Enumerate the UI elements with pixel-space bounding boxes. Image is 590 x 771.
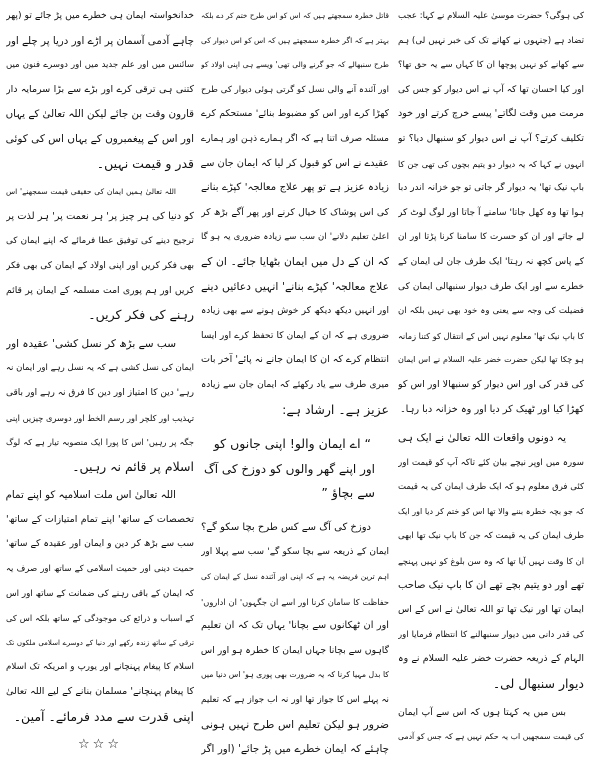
text-line: چاہئے کہ ایمان خطرے میں پڑ جائے' (اور اگر xyxy=(201,743,389,756)
text-line: کا باپ نیک تھا' معلوم نہیں اس کے انتقال کو کتنا زمانہ xyxy=(398,330,584,341)
text-line: سے کھانے کو نہیں پوچھا ان کا کہاں سے یہ حق تھا؟ xyxy=(398,60,584,71)
text-line: کھڑا کیا اور ٹھیک کر دیا اور وہ خزانہ دبا رہا۔ xyxy=(399,403,584,415)
text-line: بہتر ہے کہ اگر خطرہ سمجھتے ہیں کہ اس کو اس دیوار کی xyxy=(201,35,389,45)
text-line: انتظام کرے کہ ان کا ایمان جانے نہ پائے' آخر بات xyxy=(201,354,389,366)
text-line: رہے' دین کا امتیاز اور دین کا فرق نہ رہے اور باقی xyxy=(6,387,194,398)
text-column-1 xyxy=(398,4,584,750)
end-star-ornament: ☆☆☆ xyxy=(78,737,122,753)
text-line: زیادہ عزیز ہے تو پھر علاج معالجہ' کپڑے بنانے xyxy=(201,182,389,194)
paragraph xyxy=(398,701,584,750)
text-line: دیوار سنبھال لی۔ xyxy=(492,676,584,692)
paragraph xyxy=(398,4,584,422)
text-line: جگہ پر رہیں' اس کا پورا ایک منصوبہ تیار ہے کہ لوگ xyxy=(6,437,194,448)
verse-line: “ اے ایمان والو! اپنی جانوں کو xyxy=(213,436,371,452)
text-line: اور کیا احسان تھا کہ آپ نے اس دیوار کو جس کی xyxy=(398,84,584,95)
text-line: طرح سنبھالے کہ جو گرنے والی تھی' ویسے ہی اپنی اولاد کو xyxy=(201,60,389,70)
text-line: مسئلہ صرف اتنا ہے کہ اگر ہمارے ذہن اور ہمارے xyxy=(201,133,389,144)
text-line: بھی فکر کریں اور اپنی اولاد کے ایمان کی بھی فکر xyxy=(6,260,194,271)
text-line: سورہ میں اوپر نیچے بیان کئے تاکہ آپ کو قیمت اور xyxy=(398,457,584,468)
verse-line: اور اپنے گھر والوں کو دوزخ کی آگ xyxy=(204,461,375,476)
text-line: حمیت دینی اور حمیت اسلامی کے ساتھ اور صرف یہ xyxy=(6,564,194,575)
text-line: کہ ان کے دل میں ایمان بٹھایا جائے۔ ان کے xyxy=(201,254,389,268)
text-line: عقیدے نے اس کو قبول کر لیا کہ ایمان جان سے xyxy=(201,157,389,169)
text-line: لے جاتے اور ان کو حسرت کا سامنا کرنا پڑتا اور ان xyxy=(398,232,584,243)
text-line: سائنس میں اور علم جدید میں اور دوسرے فنون میں xyxy=(6,60,194,71)
paragraph xyxy=(201,4,389,422)
text-line: کریں اور ہم پوری امت مسلمہ کے ایمان پر قائم xyxy=(6,284,194,296)
text-line: اور انہیں دیکھ دیکھ کر خوش ہونے سے بھی زیادہ xyxy=(201,306,389,317)
text-line: اہم ترین فریضہ یہ ہے کہ اپنی اور آئندہ نسل کے ایمان کی xyxy=(201,572,389,582)
text-line: سب سے بڑھ کر نسل کشی' عقیدہ اور xyxy=(6,337,176,350)
text-line: الہام کے ذریعہ حضرت خضر علیہ السلام نے وہ xyxy=(398,653,584,665)
text-line: ہو چکا تھا لیکن حضرت خضر علیہ السلام نے اس ایمان xyxy=(398,355,584,365)
text-line: فضیلت کی وجہ سے یعنی وہ خود بھی نہیں بلکہ ان xyxy=(398,306,584,317)
text-line: ایمان کے ذریعہ سے بچا سکو گے' سب سے پہلا اور xyxy=(201,547,389,558)
text-line: ایمان تھا اور نیک تھا تو اللہ تعالیٰ نے اس کے اس xyxy=(398,604,584,616)
paragraph xyxy=(201,516,389,762)
text-line: نہ پہلے اس کا جواز تھا اور نہ اب جواز ہے کہ تعلیم xyxy=(201,695,389,706)
text-line: اللہ تعالیٰ ہمیں ایمان کی حقیقی قیمت سمجھنے' اس xyxy=(6,187,176,197)
text-line: ایمان کی نسل کشی ہے کہ یہ نسل رہے اور ایمان نہ xyxy=(6,363,194,374)
text-line: طرف ایمان کی یہ قیمت کہ جن کا باپ نیک تھا ابھی xyxy=(398,531,584,542)
text-line: ان کا وقت نہیں آیا تھا کہ وہ سن بلوغ کو نہیں پہنچے xyxy=(398,556,584,567)
text-line: تکلیف کرتے؟ آپ نے اس دیوار کو سنبھال دیا؟ تو xyxy=(398,132,584,144)
paragraph xyxy=(6,483,194,729)
text-line: قاتل خطرہ سمجھتے ہیں کہ اس کو اس طرح ختم کر دے بلکہ xyxy=(201,11,389,20)
text-line: مرمت میں وقت لگاتے' پیسے خرچ کرتے اور خود xyxy=(398,108,584,120)
text-column-2 xyxy=(201,4,389,762)
text-line: اور اس کے پیغمبروں کے یہاں اس کی کوئی xyxy=(6,132,194,145)
text-line: اعلیٰ تعلیم دلانے' ان سب سے زیادہ ضروری یہ ہو گا xyxy=(201,232,389,243)
text-line: کی قیمت سمجھیں اب یہ حکم نہیں ہے کہ جس کو آدمی xyxy=(398,732,584,742)
text-line: ضروری ہے کہ ان کے ایمان کا تحفظ کرے اور ایسا xyxy=(201,330,389,341)
text-line: خطرے سے اور ایک طرف دیوار سنبھالی ایمان کی xyxy=(398,281,584,292)
text-line: حفاظت کا سامان کرنا اور اسے ان جگہوں' ان اداروں' xyxy=(201,596,389,607)
text-line: کی اس پوشاک کا خیال کرنے اور پھر آگے بڑھ کر xyxy=(201,206,389,218)
text-line: کی ہوگی؟ حضرت موسیٰ علیہ السلام نے کہا: عجب xyxy=(398,11,584,21)
text-line: کی قدر دانی میں دیوار سنبھالنے کا انتظام فرمایا اور xyxy=(398,629,584,640)
text-line: ترقی کے ساتھ زندہ رکھے اور دنیا کے دوسرے اسلامی ملکوں تک xyxy=(6,638,194,647)
text-line: باپ نیک تھا' یہ دیوار گر جاتی تو جو خزانہ اندر دبا xyxy=(398,183,584,194)
text-line: یہ دونوں واقعات اللہ تعالیٰ نے ایک ہی xyxy=(398,432,566,445)
text-line: کو دنیا کی ہر چیز پر' ہر نعمت پر' ہر لذت پر xyxy=(6,210,194,222)
text-line: ضرور ہو لیکن تعلیم اس طرح نہیں ہونی xyxy=(201,717,389,731)
quoted-verse xyxy=(201,432,389,506)
text-line: کے پاس کچھ نہ رہتا' ایک طرف جان لی ایمان کے xyxy=(398,256,584,267)
text-line: خدانخواستہ ایمان ہی خطرے میں پڑ جائے تو (پھر xyxy=(6,10,194,21)
text-line: اسلام کا پیغام پہنچانے اور یورپ و امریکہ تک اسلام xyxy=(6,662,194,673)
paragraph xyxy=(6,180,194,328)
text-line: اپنی قدرت سے مدد فرمائے۔ آمین۔ xyxy=(13,708,194,724)
text-line: تہذیب اور کلچر اور رسم الخط اور دوسری چیزیں اپنی xyxy=(6,412,194,423)
text-line: ترجیح دینے کی توفیق عطا فرمائے کہ اپنے ایمان کی xyxy=(6,236,194,247)
text-line: کئی فرق معلوم ہو کہ ایک طرف ایمان کی یہ قیمت xyxy=(398,482,584,493)
text-line: رہنے کی فکر کریں۔ xyxy=(88,307,194,323)
text-line: عزیز ہے۔ ارشاد ہے: xyxy=(282,401,389,417)
text-line: سب سے بڑھ کر دین و ایمان اور عقیدہ کے ساتھ' xyxy=(6,538,194,550)
text-line: علاج معالجہ' کپڑے بنانے' انہیں دعائیں دینے xyxy=(201,279,389,293)
text-line: اللہ تعالیٰ اس ملت اسلامیہ کو اپنے تمام xyxy=(6,489,176,502)
text-line: دوزخ کی آگ سے کس طرح بچا سکو گے؟ xyxy=(201,521,371,533)
text-line: قارون وقت بن جائے لیکن اللہ تعالیٰ کے یہاں xyxy=(6,108,194,121)
text-line: ہوا تھا وہ کھل جاتا' سامنے آ جاتا اور لوگ لوٹ کر xyxy=(398,207,584,218)
text-line: کا پیغام پہنچانے' مسلمان بنانے کے لیے اللہ تعالیٰ xyxy=(6,686,194,698)
text-line: کی قدر کی اور اس دیوار کو سنبھالا اور اس کو xyxy=(398,378,584,390)
text-line: کہ ایمان کے باقی رہنے کی ضمانت کے ساتھ اور اس xyxy=(6,588,194,599)
paragraph xyxy=(6,332,194,480)
text-line: کھڑا کرے اور اس کو مضبوط بنائے' مستحکم کرے xyxy=(201,108,389,120)
text-line: گاہوں سے بچانا جہاں ایمان کا خطرہ ہو اور اس xyxy=(201,644,389,656)
text-line: تھے اور دو یتیم بچے تھے ان کا باپ نیک صاحب xyxy=(398,579,584,591)
text-line: میری طرف سے یاد رکھئے کہ ایمان جان سے زیادہ xyxy=(201,379,389,390)
text-line: کے اسباب و ذرائع کی موجودگی کے ساتھ بلکہ اس کی xyxy=(6,613,194,624)
verse-line: سے بچاؤ ” xyxy=(321,485,375,501)
text-line: اور آئندہ آنے والی نسل کو گرتی ہوئی دیوار کی طرح xyxy=(201,84,389,95)
text-line: تخصصات کے ساتھ' اپنے تمام امتیازات کے ساتھ' xyxy=(6,513,194,525)
text-line: اور ان ٹھکانوں سے بچانا' یہاں تک کہ ان تعلیم xyxy=(201,620,389,632)
paragraph xyxy=(398,426,584,697)
text-line: اسلام پر قائم نہ رہیں۔ xyxy=(72,458,194,474)
text-column-3 xyxy=(6,4,194,758)
text-line: تضاد ہے (جنہوں نے کھانے تک کی خبر نہیں لی) ہم xyxy=(398,35,584,46)
text-line: قدر و قیمت نہیں۔ xyxy=(96,155,194,171)
text-line: کہ جو بچہ خطرہ بننے والا تھا اس کو ختم کر دیا اور ایک xyxy=(398,506,584,516)
text-line: کتنی ہی ترقی کرے اور بڑے سے بڑا سرمایہ دار xyxy=(6,83,194,95)
text-line: کا بدل مہیا کرنا کہ یہ ضرورت بھی پوری ہو' اس دنیا میں xyxy=(201,670,389,680)
text-line: انہوں نے کہا کہ یہ دیوار دو یتیم بچوں کی تھی جن کا xyxy=(398,158,584,169)
text-line: چاہے آدمی آسمان پر اڑے اور دریا پر چلے اور xyxy=(6,34,194,47)
paragraph xyxy=(6,4,194,176)
text-line: بس میں یہ کہتا ہوں کہ اس سے آپ ایمان xyxy=(398,706,566,718)
